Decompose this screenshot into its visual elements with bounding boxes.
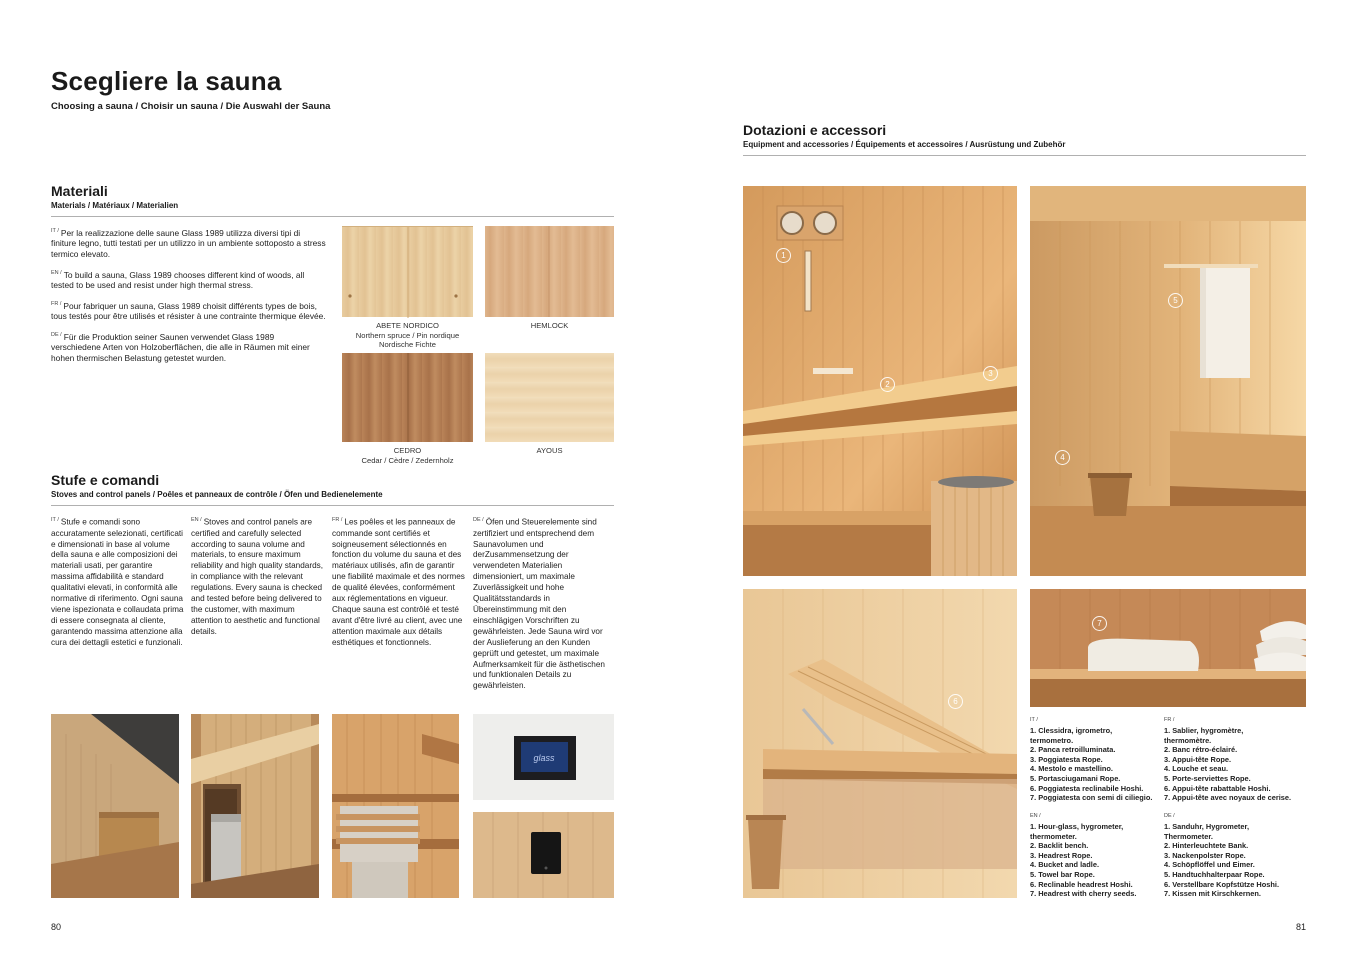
- legend-de: DE / 1. Sanduhr, Hygrometer, Thermometer. 2. Hinterleuchtete Bank. 3. Nackenpolster Rope. 4. Schöpflöffel und Eimer. 5. Handtuchhalterpaar Rope. 6. Verstellbare Kopfstütze Hoshi. 7. Kissen mit Kirschkernen.: [1164, 813, 1306, 899]
- legend-fr-item: 5. Porte-serviettes Rope.: [1164, 773, 1251, 783]
- materials-divider: [51, 216, 614, 217]
- stoves-column-it: $^{IT /}$ Stufe e comandi sono accuratamente selezionati, certificati e dimensionati in base al volume della sauna e alle composizioni dei materiali usati, per garantire massima affidabilità e standard qualitativi elevati, in conformità alle normative di riferimento. Ogni sauna viene ispezionata e collaudata prima di essere consegnata al cliente, garantendo massima attenzione alla cura dei dettagli estetici e funzionali.: [51, 517, 184, 647]
- legend-en-item: 1. Hour-glass, hygrometer,: [1030, 822, 1124, 831]
- legend-it-item: 1. Clessidra, igrometro,: [1030, 726, 1113, 735]
- callout-badge-7: 7: [1092, 616, 1107, 631]
- wood-caption-hemlock: HEMLOCK: [530, 321, 569, 330]
- legend-de-item: 6. Verstellbare Kopfstütze Hoshi.: [1164, 879, 1279, 889]
- legend-it-item: 7. Poggiatesta con semi di ciliegio.: [1030, 793, 1153, 803]
- stoves-title: Stufe e comandi: [51, 472, 160, 488]
- legend-en-item: 7. Headrest with cherry seeds.: [1030, 889, 1137, 899]
- wood-swatch-cedro: [342, 353, 473, 442]
- accessory-photo-cherry-headrest: [1030, 589, 1306, 707]
- legend-fr-item: 3. Appui-tête Rope.: [1164, 754, 1232, 764]
- page-subtitle: Choosing a sauna / Choisir un sauna / Die Auswahl der Sauna: [51, 101, 331, 112]
- legend-it-item: 6. Poggiatesta reclinabile Hoshi.: [1030, 783, 1144, 793]
- wood-swatch-ayous: [485, 353, 614, 442]
- stoves-divider: [51, 505, 614, 506]
- stoves-subtitle: Stoves and control panels / Poêles et panneaux de contrôle / Öfen und Bedienelemente: [51, 490, 383, 499]
- legend-de-item: 1. Sanduhr, Hygrometer,: [1164, 822, 1250, 831]
- stove-photo-1: [51, 714, 179, 898]
- stove-photo-2: [191, 714, 319, 898]
- materials-text-block: [51, 226, 326, 363]
- legend-fr-item: 6. Appui-tête rabattable Hoshi.: [1164, 783, 1271, 793]
- accessory-photo-hourglass-bench: [743, 186, 1017, 576]
- wood-swatch-hemlock: [485, 226, 614, 317]
- materials-paragraph-it: $^{IT /}$ Per la realizzazione delle saune Glass 1989 utilizza diversi tipi di finiture legno, tutti testati per un utilizzo in un ambiente sottoposto a stress termico elevato.: [51, 227, 326, 259]
- legend-en-item: thermometer.: [1030, 831, 1077, 841]
- callout-badge-2: 2: [880, 377, 895, 392]
- page-title: Scegliere la sauna: [51, 66, 282, 96]
- legend-de-item: 7. Kissen mit Kirschkernen.: [1164, 889, 1261, 899]
- page-number-right: 81: [1296, 922, 1307, 932]
- materials-subtitle: Materials / Matériaux / Materialien: [51, 201, 179, 210]
- materials-paragraph-de: $^{DE /}$ Für die Produktion seiner Saunen verwendet Glass 1989 verschiedene Arten von Holzoberflächen, die alle in Räumen mit einer hohen thermischen Belastung getestet wurden.: [51, 331, 310, 363]
- legend-en-item: 5. Towel bar Rope.: [1030, 869, 1095, 879]
- legend-de-item: 5. Handtuchhalterpaar Rope.: [1164, 869, 1265, 879]
- legend-en-item: 4. Bucket and ladle.: [1030, 860, 1100, 870]
- legend-fr-item: 2. Banc rétro-éclairé.: [1164, 745, 1238, 755]
- legend-fr-item: 1. Sablier, hygromètre,: [1164, 726, 1244, 735]
- legend-fr-item: thermomètre.: [1164, 735, 1212, 745]
- legend-de-item: 2. Hinterleuchtete Bank.: [1164, 841, 1249, 851]
- legend-it-item: 4. Mestolo e mastellino.: [1030, 764, 1113, 774]
- equipment-title: Dotazioni e accessori: [743, 122, 887, 138]
- legend-fr: FR / 1. Sablier, hygromètre, thermomètre. 2. Banc rétro-éclairé. 3. Appui-tête Rope. 4. Louche et seau. 5. Porte-serviettes Rope. 6. Appui-tête rabattable Hoshi. 7. Appui-tête avec noyaux de cerise.: [1164, 717, 1306, 803]
- stoves-column-de: $^{DE /}$ Öfen und Steuerelemente sind zertifiziert und entsprechend dem Saunavolumen und derZusammensetzung der verwendeten Materialien dimensioniert, um maximale Zuverlässigkeit und hohe Qualitätsstandards in Übereinstimmung mit den einschlägigen Vorschriften zu gewährleisten. Jede Sauna wird vor der Auslieferung an den Kunden geprüft und getestet, um maximale Aufmerksamkeit für die ästhetischen und funktionalen Details zu gewährleisten.: [473, 517, 605, 691]
- materials-title: Materiali: [51, 183, 108, 199]
- wood-swatch-abete-nordico: [342, 226, 473, 317]
- accessory-photo-reclinable-headrest: [743, 589, 1017, 898]
- wood-caption-ayous: AYOUS: [536, 446, 563, 455]
- materials-paragraph-fr: $^{FR /}$ Pour fabriquer un sauna, Glass 1989 choisit différents types de bois, tous testés pour être utilisés et résister à une contrainte thermique élevée.: [51, 300, 326, 321]
- legend-fr-item: 7. Appui-tête avec noyaux de cerise.: [1164, 793, 1292, 803]
- legend-en-item: 2. Backlit bench.: [1030, 841, 1089, 851]
- legend-de-item: Thermometer.: [1164, 831, 1213, 841]
- legend-it-item: 3. Poggiatesta Rope.: [1030, 754, 1103, 764]
- legend-it-item: 5. Portasciugamani Rope.: [1030, 773, 1121, 783]
- panel-logo-text: glass: [533, 753, 555, 763]
- legend-fr-item: 4. Louche et seau.: [1164, 764, 1229, 774]
- stove-photo-3: [332, 714, 459, 898]
- accessory-photo-towel-bar: [1030, 186, 1306, 576]
- stoves-column-fr: $^{FR /}$ Les poêles et les panneaux de commande sont certifiés et soigneusement sélectionnés en fonction du volume du sauna et des matériaux utilisés, afin de garantir une fiabilité maximale et des normes de qualité élevées, conformément aux réglementations en vigueur. Chaque sauna est contrôlé et testé avant d'être livré au client, avec une attention maximale aux détails esthétiques et fonctionnels.: [332, 517, 465, 647]
- legend-en-item: 6. Reclinable headrest Hoshi.: [1030, 879, 1133, 889]
- legend-it-item: termometro.: [1030, 735, 1074, 745]
- legend-de-item: 3. Nackenpolster Rope.: [1164, 850, 1246, 860]
- legend-de-item: 4. Schöpflöffel und Eimer.: [1164, 860, 1255, 870]
- control-panel-photo-1: [473, 714, 614, 800]
- equipment-subtitle: Equipment and accessories / Équipements et accessoires / Ausrüstung und Zubehör: [743, 140, 1066, 149]
- legend-en-item: 3. Headrest Rope.: [1030, 850, 1093, 860]
- legend-en: EN / 1. Hour-glass, hygrometer, thermometer. 2. Backlit bench. 3. Headrest Rope. 4. Bucket and ladle. 5. Towel bar Rope. 6. Reclinable headrest Hoshi. 7. Headrest with cherry seeds.: [1030, 813, 1160, 899]
- callout-badge-5: 5: [1168, 293, 1183, 308]
- callout-badge-1: 1: [776, 248, 791, 263]
- equipment-divider: [743, 155, 1306, 156]
- page-number-left: 80: [51, 922, 62, 932]
- callout-badge-3: 3: [983, 366, 998, 381]
- control-panel-photo-2: [473, 812, 614, 898]
- wood-caption-abete-nordico: ABETE NORDICO Northern spruce / Pin nordique Nordische Fichte: [355, 321, 460, 350]
- callout-badge-4: 4: [1055, 450, 1070, 465]
- materials-paragraph-en: $^{EN /}$ To build a sauna, Glass 1989 chooses different kind of woods, all tested to be used and resist under high thermal stress.: [51, 269, 305, 290]
- wood-caption-cedro: CEDRO Cedar / Cèdre / Zedernholz: [361, 446, 454, 465]
- legend-it: IT / 1. Clessidra, igrometro, termometro. 2. Panca retroilluminata. 3. Poggiatesta Rope. 4. Mestolo e mastellino. 5. Portasciugamani Rope. 6. Poggiatesta reclinabile Hoshi. 7. Poggiatesta con semi di ciliegio.: [1030, 717, 1160, 803]
- legend-it-item: 2. Panca retroilluminata.: [1030, 745, 1116, 755]
- callout-badge-6: 6: [948, 694, 963, 709]
- stoves-column-en: $^{EN /}$ Stoves and control panels are certified and carefully selected according to sauna volume and materials, to ensure maximum reliability and high quality standards, in compliance with the relevant regulations. Every sauna is checked and tested before being delivered to the customer, with maximum attention to aesthetic and functional details.: [191, 517, 323, 636]
